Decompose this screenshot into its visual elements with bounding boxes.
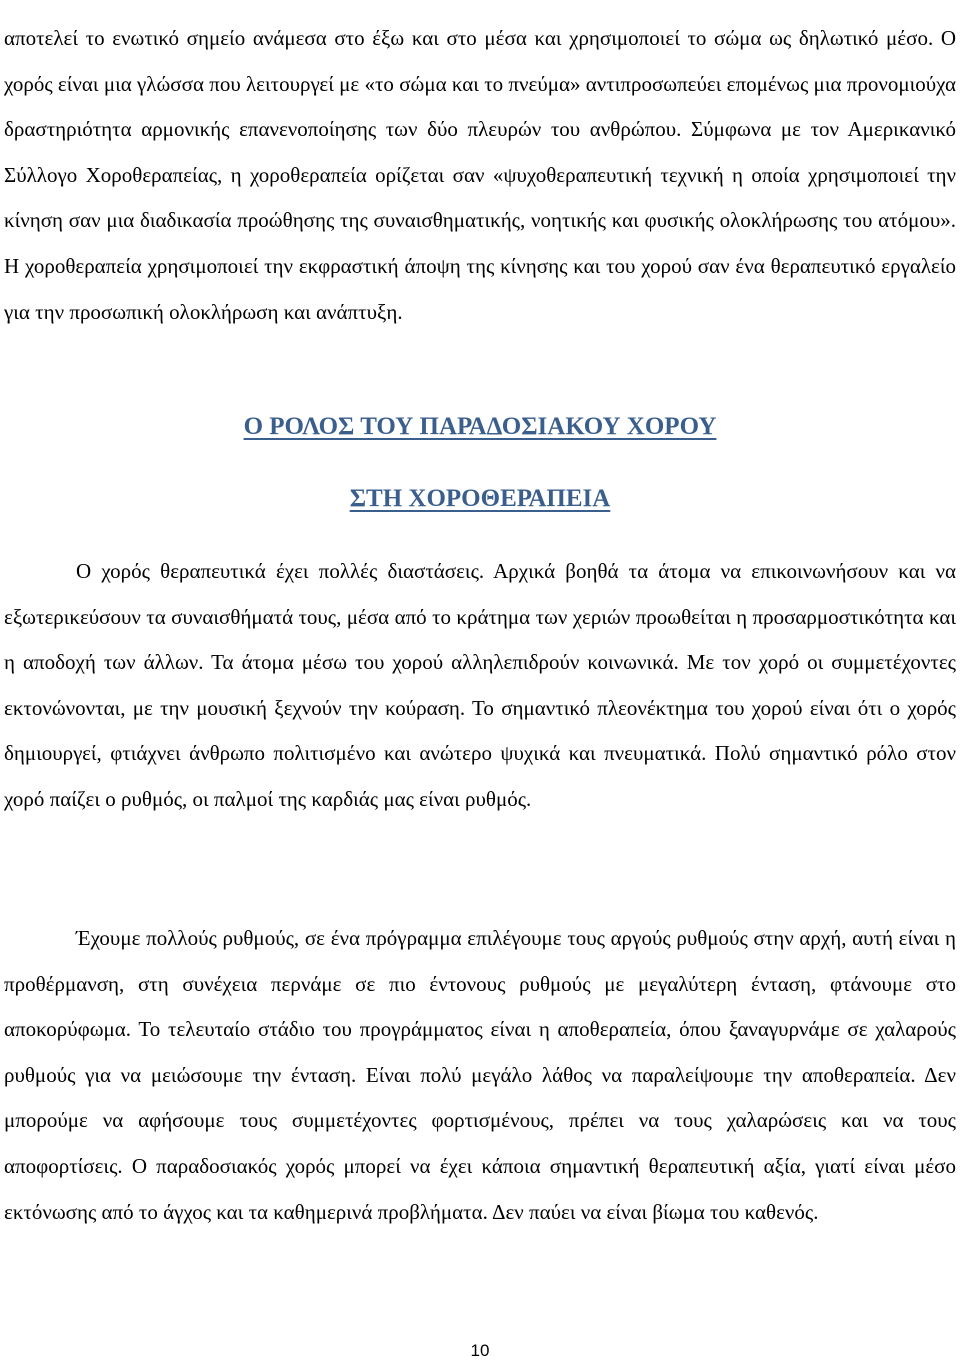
section-heading-line-1: Ο ΡΟΛΟΣ ΤΟΥ ΠΑΡΑΔΟΣΙΑΚΟΥ ΧΟΡΟΥ	[243, 413, 717, 440]
page-number: 10	[470, 1341, 490, 1360]
section-heading-line-2: ΣΤΗ ΧΟΡΟΘΕΡΑΠΕΙΑ	[349, 485, 611, 512]
body-paragraph-dimensions: Ο χορός θεραπευτικά έχει πολλές διαστάσεις. Αρχικά βοηθά τα άτομα να επικοινωνήσουν και να εξωτερικεύσουν τα συναισθήματά τους, μέσα από το κράτημα των χεριών προωθείται η προσαρμοστικότητα και η αποδοχή των άλλων. Τα άτομα μέσω του χορού αλληλεπιδρούν κοινωνικά. Με τον χορό οι συμμετέχοντες εκτονώνονται, με την μουσική ξεχνούν την κούραση. Το σημαντικό πλεονέκτημα του χορού είναι ότι ο χορός δημιουργεί, φτιάχνει άνθρωπο πολιτισμένο και ανώτερο ψυχικά και πνευματικά. Πολύ σημαντικό ρόλο στον χορό παίζει ο ρυθμός, οι παλμοί της καρδιάς μας είναι ρυθμός.	[4, 559, 956, 811]
body-paragraph-rhythms: Έχουμε πολλούς ρυθμούς, σε ένα πρόγραμμα επιλέγουμε τους αργούς ρυθμούς στην αρχή, αυτή είναι η προθέρμανση, στη συνέχεια περνάμε σε πιο έντονους ρυθμούς με μεγαλύτερη ένταση, φτάνουμε στο αποκορύφωμα. Το τελευταίο στάδιο του προγράμματος είναι η αποθεραπεία, όπου ξαναγυρνάμε σε χαλαρούς ρυθμούς για να μειώσουμε την ένταση. Είναι πολύ μεγάλο λάθος να παραλείψουμε την αποθεραπεία. Δεν μπορούμε να αφήσουμε τους συμμετέχοντες φορτισμένους, πρέπει να τους χαλαρώσεις και να τους αποφορτίσεις. Ο παραδοσιακός χορός μπορεί να έχει κάποια σημαντική θεραπευτική αξία, γιατί είναι μέσο εκτόνωσης από το άγχος και τα καθημερινά προβλήματα. Δεν παύει να είναι βίωμα του καθενός.	[4, 926, 956, 1224]
body-paragraph-intro: αποτελεί το ενωτικό σημείο ανάμεσα στο έξω και στο μέσα και χρησιμοποιεί το σώμα ως δηλωτικό μέσο. Ο χορός είναι μια γλώσσα που λειτουργεί με «το σώμα και το πνεύμα» αντιπροσωπεύει επομένως μια προνομιούχα δραστηριότητα αρμονικής επανενοποίησης των δύο πλευρών του ανθρώπου. Σύμφωνα με τον Αμερικανικό Σύλλογο Χοροθεραπείας, η χοροθεραπεία ορίζεται σαν «ψυχοθεραπευτική τεχνική η οποία χρησιμοποιεί την κίνηση σαν μια διαδικασία προώθησης της συναισθηματικής, νοητικής και φυσικής ολοκλήρωσης του ατόμου». Η χοροθεραπεία χρησιμοποιεί την εκφραστική άποψη της κίνησης και του χορού σαν ένα θεραπευτικό εργαλείο για την προσωπική ολοκλήρωση και ανάπτυξη.	[4, 26, 956, 324]
